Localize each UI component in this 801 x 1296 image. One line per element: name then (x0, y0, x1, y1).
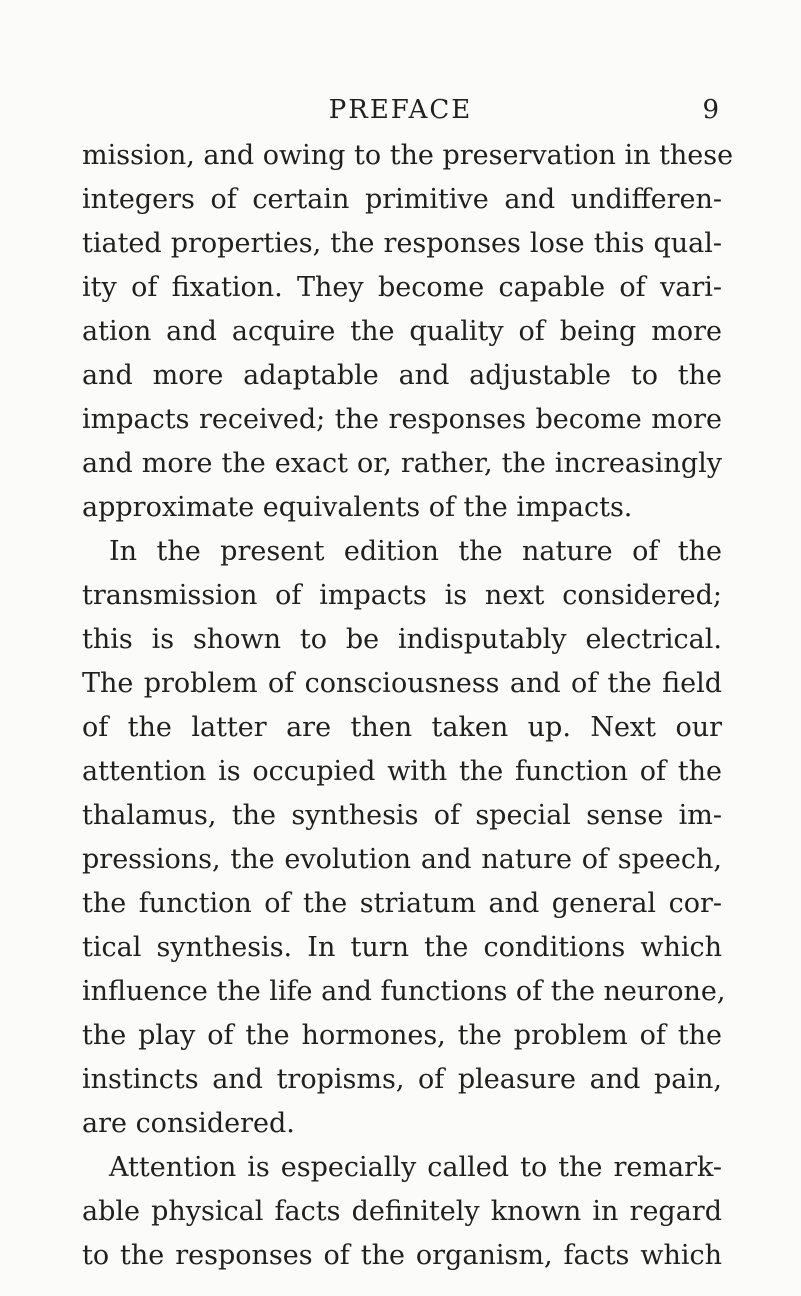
text-line: influence the life and functions of the neurone, (82, 976, 726, 1007)
text-line: thalamus, the synthesis of special sense im- (82, 800, 722, 831)
text-line: to the responses of the organism, facts which (82, 1240, 722, 1271)
text-line: tical synthesis. In turn the conditions which (82, 932, 722, 963)
text-line: are considered. (82, 1108, 295, 1139)
text-line: transmission of impacts is next considered; (82, 580, 722, 611)
text-line: integers of certain primitive and undifferen- (82, 184, 722, 215)
text-line: the function of the striatum and general cor- (82, 888, 722, 919)
text-line: tiated properties, the responses lose this qual- (82, 228, 722, 259)
text-line: able physical facts definitely known in regard (82, 1196, 722, 1227)
text-line: ity of fixation. They become capable of vari- (82, 272, 722, 303)
body-text (82, 134, 734, 1278)
text-line: approximate equivalents of the impacts. (82, 492, 633, 523)
text-line: mission, and owing to the preservation in these (82, 140, 734, 171)
paragraph-first-line: Attention is especially called to the remark- (109, 1152, 722, 1183)
paragraph-first-line: In the present edition the nature of the (109, 536, 722, 567)
text-line: and more adaptable and adjustable to the (82, 360, 722, 391)
text-line: pressions, the evolution and nature of speech, (82, 844, 722, 875)
text-line: The problem of consciousness and of the field (82, 668, 722, 699)
text-line: ation and acquire the quality of being more (82, 316, 722, 347)
text-line: instincts and tropisms, of pleasure and pain, (82, 1064, 722, 1095)
page-title: PREFACE (328, 95, 473, 125)
text-line: this is shown to be indisputably electrical. (82, 624, 722, 655)
text-line: and more the exact or, rather, the increasingly (82, 448, 722, 479)
page-number: 9 (702, 95, 719, 125)
text-line: of the latter are then taken up. Next our (82, 712, 722, 743)
text-line: impacts received; the responses become more (82, 404, 722, 435)
text-line: the play of the hormones, the problem of the (82, 1020, 722, 1051)
running-head (0, 92, 801, 128)
text-line: attention is occupied with the function of the (82, 756, 722, 787)
